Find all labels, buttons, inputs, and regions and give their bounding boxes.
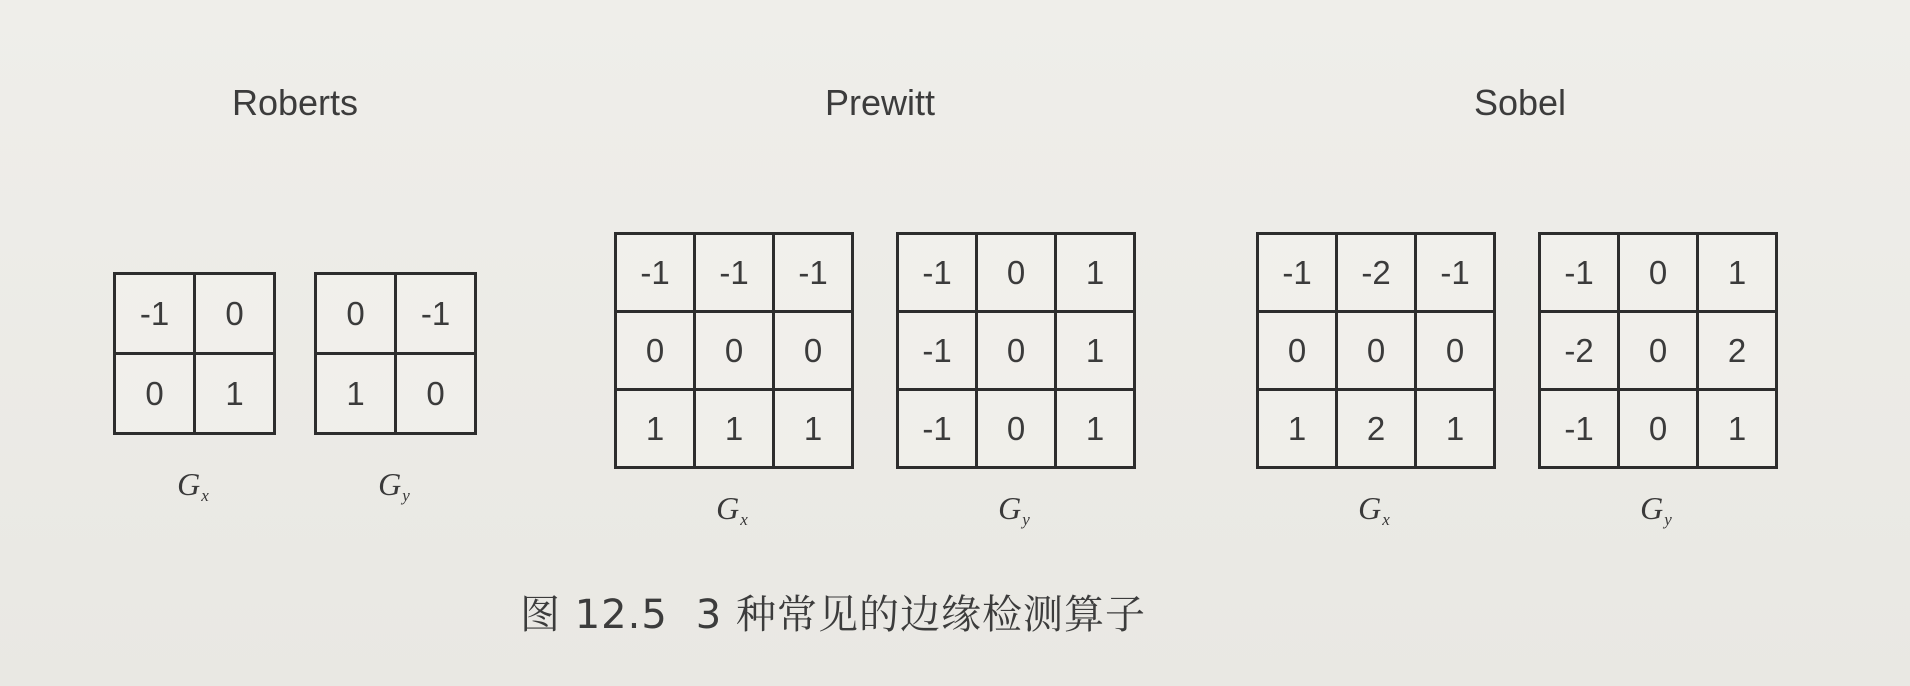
matrix-cell: 0 bbox=[1416, 312, 1495, 390]
figure-number: 图 12.5 bbox=[520, 592, 668, 638]
label-sobel-gy: $G_y$ bbox=[1640, 490, 1672, 529]
title-roberts: Roberts bbox=[231, 82, 359, 123]
matrix-cell: 0 bbox=[316, 274, 396, 354]
matrix-cell: 1 bbox=[774, 390, 853, 468]
matrix-cell: -1 bbox=[1540, 234, 1619, 312]
matrix-cell: -1 bbox=[1258, 234, 1337, 312]
label-prewitt-gx: $G_x$ bbox=[716, 490, 748, 529]
title-sobel: Sobel bbox=[1473, 82, 1567, 123]
matrix-cell: 0 bbox=[115, 354, 195, 434]
sobel-gx-matrix bbox=[1256, 232, 1496, 469]
matrix-cell: 1 bbox=[1056, 312, 1135, 390]
matrix-cell: 1 bbox=[1698, 234, 1777, 312]
matrix-cell: -2 bbox=[1540, 312, 1619, 390]
label-roberts-gy: $G_y$ bbox=[378, 466, 410, 505]
roberts-gy-matrix bbox=[314, 272, 477, 435]
figure-caption bbox=[520, 583, 1146, 640]
label-prewitt-gy: $G_y$ bbox=[998, 490, 1030, 529]
matrix-cell: -1 bbox=[898, 390, 977, 468]
matrix-cell: 2 bbox=[1698, 312, 1777, 390]
sobel-gy-matrix bbox=[1538, 232, 1778, 469]
matrix-cell: 2 bbox=[1337, 390, 1416, 468]
matrix-cell: 0 bbox=[774, 312, 853, 390]
matrix-cell: 0 bbox=[1619, 390, 1698, 468]
matrix-cell: 1 bbox=[316, 354, 396, 434]
roberts-gx-matrix bbox=[113, 272, 276, 435]
matrix-cell: 1 bbox=[195, 354, 275, 434]
matrix-cell: -1 bbox=[774, 234, 853, 312]
matrix-cell: 1 bbox=[1056, 234, 1135, 312]
matrix-cell: 0 bbox=[396, 354, 476, 434]
matrix-cell: -1 bbox=[616, 234, 695, 312]
title-prewitt: Prewitt bbox=[824, 82, 936, 123]
matrix-cell: 0 bbox=[695, 312, 774, 390]
matrix-cell: -1 bbox=[1416, 234, 1495, 312]
matrix-cell: -1 bbox=[1540, 390, 1619, 468]
figure-caption-text: 3 种常见的边缘检测算子 bbox=[695, 592, 1146, 638]
matrix-cell: 1 bbox=[695, 390, 774, 468]
matrix-cell: 1 bbox=[1258, 390, 1337, 468]
label-sobel-gx: $G_x$ bbox=[1358, 490, 1390, 529]
matrix-cell: 1 bbox=[1698, 390, 1777, 468]
matrix-cell: -1 bbox=[898, 312, 977, 390]
matrix-cell: 1 bbox=[1056, 390, 1135, 468]
prewitt-gy-matrix bbox=[896, 232, 1136, 469]
matrix-cell: 0 bbox=[195, 274, 275, 354]
matrix-cell: 0 bbox=[1619, 312, 1698, 390]
matrix-cell: 0 bbox=[1619, 234, 1698, 312]
matrix-cell: -1 bbox=[396, 274, 476, 354]
matrix-cell: -1 bbox=[898, 234, 977, 312]
matrix-cell: 0 bbox=[1258, 312, 1337, 390]
matrix-cell: 0 bbox=[977, 390, 1056, 468]
matrix-cell: 0 bbox=[977, 312, 1056, 390]
prewitt-gx-matrix bbox=[614, 232, 854, 469]
matrix-cell: 0 bbox=[616, 312, 695, 390]
matrix-cell: -2 bbox=[1337, 234, 1416, 312]
matrix-cell: 1 bbox=[1416, 390, 1495, 468]
matrix-cell: 0 bbox=[1337, 312, 1416, 390]
matrix-cell: 1 bbox=[616, 390, 695, 468]
matrix-cell: -1 bbox=[115, 274, 195, 354]
matrix-cell: 0 bbox=[977, 234, 1056, 312]
label-roberts-gx: $G_x$ bbox=[177, 466, 209, 505]
matrix-cell: -1 bbox=[695, 234, 774, 312]
